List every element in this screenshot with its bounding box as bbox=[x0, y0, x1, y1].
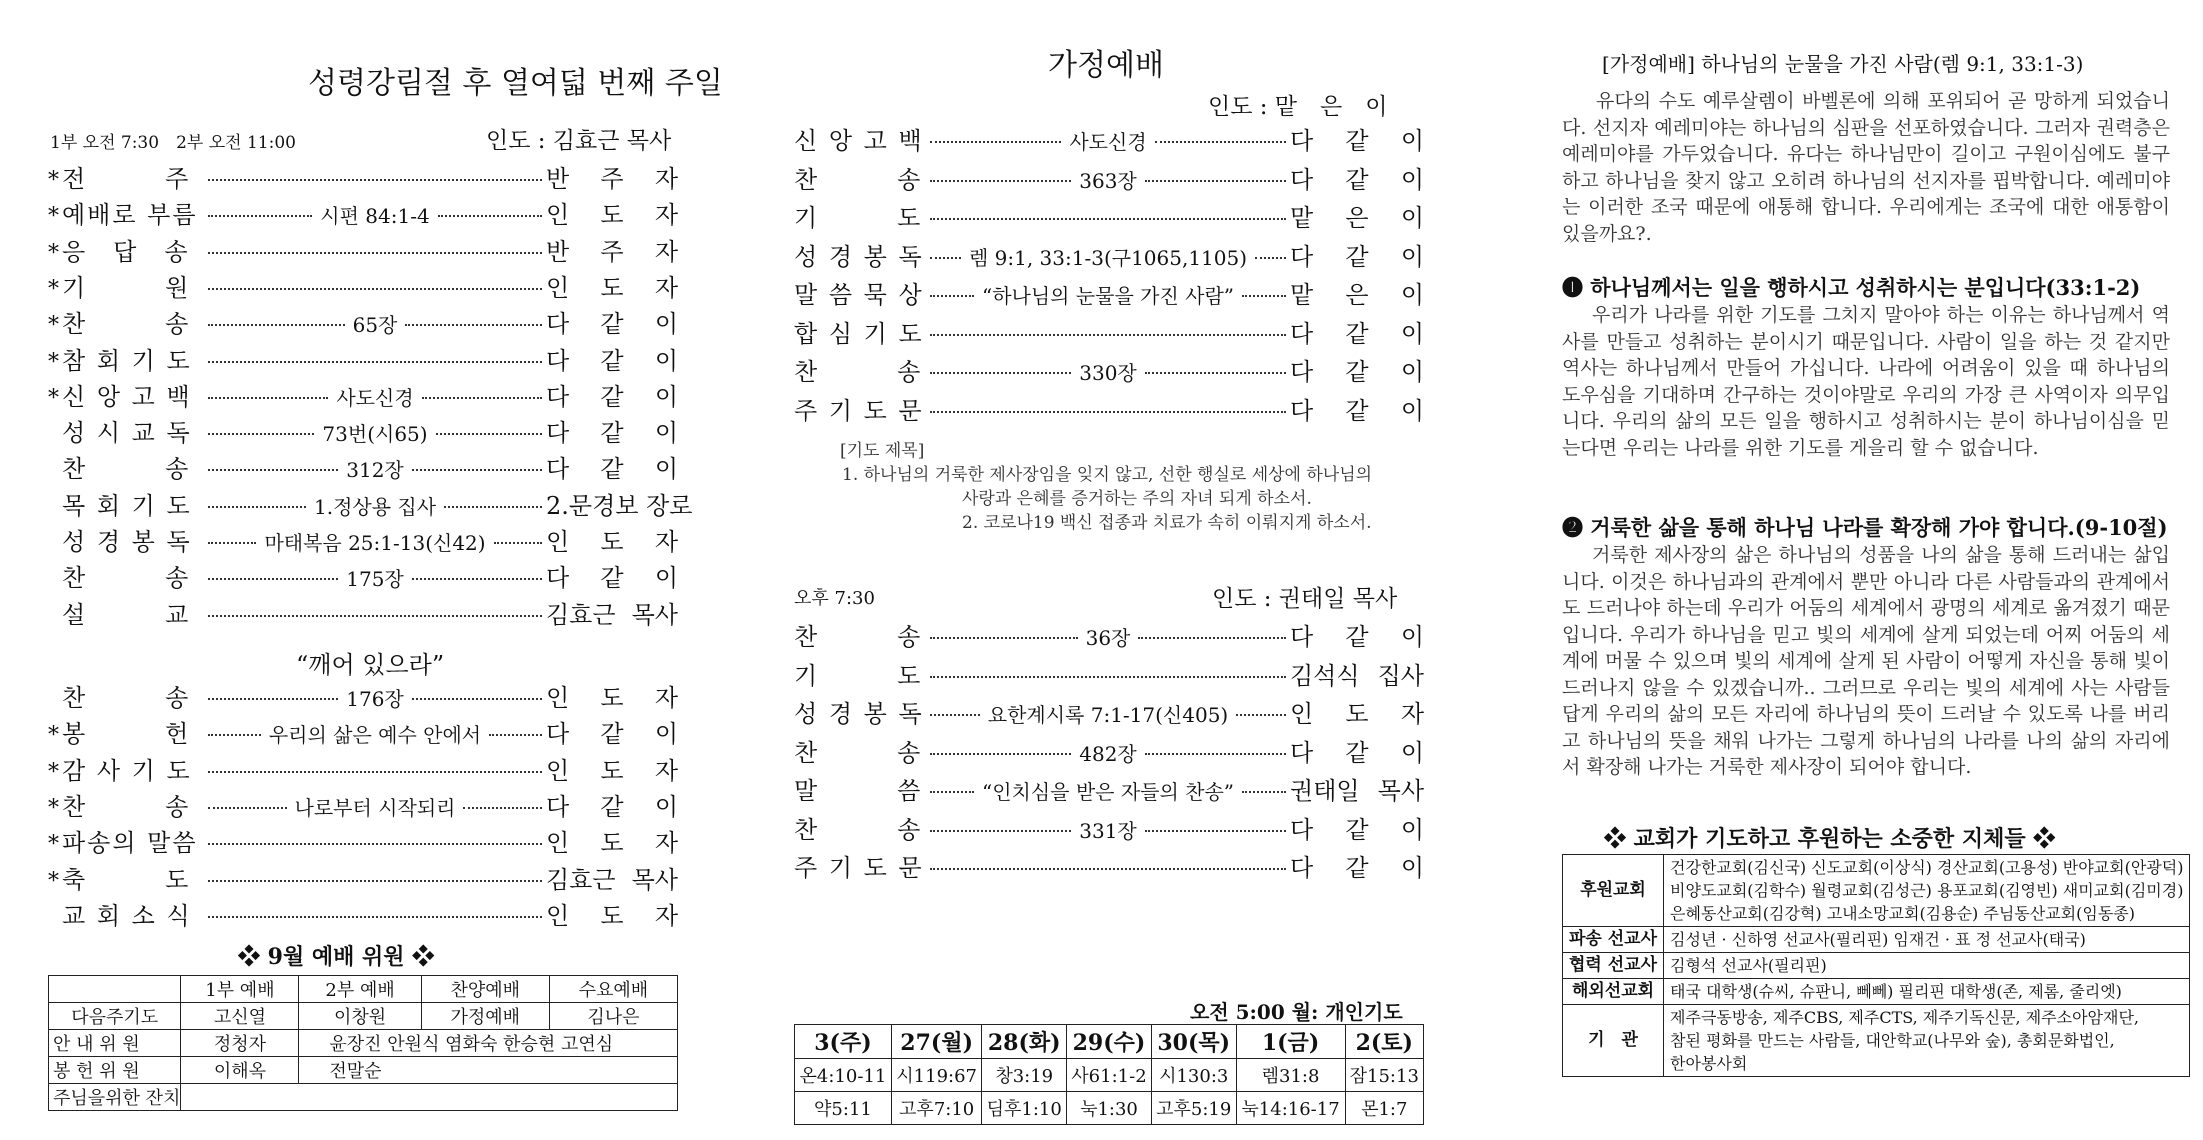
service-row bbox=[48, 235, 678, 269]
leader-dots bbox=[208, 252, 542, 254]
standing-mark: * bbox=[48, 832, 59, 858]
standing-mark: * bbox=[48, 759, 59, 785]
item-person: 인 도 자 bbox=[546, 829, 678, 858]
standing-mark: * bbox=[48, 795, 59, 821]
service-row bbox=[794, 813, 1424, 847]
item-person: 다 같 이 bbox=[1290, 165, 1424, 194]
item-detail: 사도신경 bbox=[336, 385, 414, 410]
leader-dots bbox=[930, 637, 1078, 639]
item-name: 찬 송 bbox=[62, 455, 191, 484]
leader-dots bbox=[208, 542, 256, 544]
support-line: 비양도교회(김학수) 월령교회(김성근) 용포교회(김영빈) 새미교회(김미경) bbox=[1670, 881, 2184, 900]
prayer-topic-2: 2. 코로나19 백신 접종과 치료가 속히 이뤄지게 하소서. bbox=[962, 513, 1372, 533]
item-detail: 요한계시록 7:1-17(신405) bbox=[987, 703, 1229, 727]
leader-dots bbox=[1145, 180, 1286, 182]
leader-dots bbox=[930, 411, 1286, 413]
item-name: 찬 송 bbox=[62, 564, 191, 593]
support-line: 은혜동산교회(김강혁) 고내소망교회(김용순) 주님동산교회(임동종) bbox=[1670, 904, 2135, 923]
committee-header-cell: 수요예배 bbox=[549, 976, 677, 1003]
schedule-verse: 렘31:8 bbox=[1236, 1059, 1345, 1092]
support-line: 건강한교회(김신국) 신도교회(이상식) 경산교회(고용성) 반야교회(안광덕) bbox=[1670, 858, 2184, 877]
leader-dots bbox=[930, 753, 1071, 755]
service-row bbox=[48, 863, 678, 897]
item-person: 인 도 자 bbox=[1290, 700, 1425, 728]
devotion-intro: 유다의 수도 예루살렘이 바벨론에 의해 포위되어 곧 망하게 되었습니다. 선지자 예레미야는 하나님의 심판을 선포하였습니다. 그러자 권력층은 예레미야를 가두었습니다. 유다는 하나님만이 길이고 구원이심에도 불구하고 하나님을 찾지 않고 오히려 하나님의 선지자를 핍박합니다. 예레미야는 이러한 조국 때문에 애통해 합니다. 우리에게는 조국에 대한 애통함이 있을까요?. bbox=[1562, 90, 2170, 245]
committee-cell: 주님을위한 잔치 bbox=[49, 1084, 181, 1111]
sermon-title: “깨어 있으라” bbox=[296, 651, 445, 679]
item-person: 권태일 목사 bbox=[1290, 777, 1425, 805]
item-detail: 176장 bbox=[346, 687, 404, 711]
leader-dots bbox=[208, 615, 542, 617]
item-name: 말 씀 bbox=[794, 777, 923, 805]
service-row bbox=[48, 717, 678, 751]
leader-label: 인도 : 김효근 목사 bbox=[486, 128, 672, 154]
support-line: 태국 대학생(슈씨, 슈판니, 뻬뻬) 필리핀 대학생(존, 제롬, 줄리엣) bbox=[1670, 982, 2122, 1001]
leader-dots bbox=[463, 807, 542, 809]
support-line: 김성년 · 신하영 선교사(필리핀) 임재건 · 표 정 선교사(태국) bbox=[1670, 930, 2086, 949]
support-category: 후원교회 bbox=[1563, 855, 1664, 927]
item-person: 다 같 이 bbox=[546, 310, 678, 339]
service-row bbox=[48, 344, 678, 378]
item-detail: 36장 bbox=[1085, 626, 1131, 650]
item-name: 기 도 bbox=[794, 204, 923, 232]
supported-churches-table bbox=[1562, 854, 2190, 1077]
item-person: 김효근 목사 bbox=[546, 865, 678, 894]
item-person: 맡 은 이 bbox=[1290, 281, 1425, 309]
schedule-verse: 시130:3 bbox=[1151, 1059, 1236, 1092]
service-times: 1부 오전 7:30 2부 오전 11:00 bbox=[50, 133, 296, 153]
family-service-column bbox=[794, 0, 1424, 1140]
leader-dots bbox=[494, 542, 542, 544]
item-name: 성 경 봉 독 bbox=[794, 700, 924, 728]
service-row bbox=[48, 790, 678, 824]
item-detail: 마태복음 25:1-13(신42) bbox=[264, 531, 486, 555]
schedule-day: 27(월) bbox=[891, 1025, 981, 1059]
item-person: 다 같 이 bbox=[546, 346, 678, 375]
leader-dots bbox=[1145, 753, 1286, 755]
item-name: 성 경 봉 독 bbox=[794, 242, 924, 271]
leader-dots bbox=[930, 868, 1286, 870]
committee-header-cell bbox=[49, 976, 181, 1003]
service-row bbox=[48, 899, 678, 933]
item-name: 성 시 교 독 bbox=[62, 419, 192, 448]
item-name: 파송의 말씀 bbox=[62, 829, 198, 858]
schedule-verse: 시119:67 bbox=[891, 1059, 981, 1092]
bible-reading-schedule bbox=[794, 1024, 1424, 1125]
devotion-header: [가정예배] 하나님의 눈물을 가진 사람(렘 9:1, 33:1-3) bbox=[1602, 52, 2084, 76]
leader-dots bbox=[208, 916, 542, 918]
leader-dots bbox=[930, 334, 1286, 336]
item-person: 반 주 자 bbox=[546, 237, 678, 266]
service-row bbox=[48, 525, 678, 559]
leader-dots bbox=[489, 734, 542, 736]
service-row bbox=[794, 355, 1424, 389]
schedule-verse: 딤후1:10 bbox=[982, 1092, 1067, 1125]
schedule-verse: 창3:19 bbox=[982, 1059, 1067, 1092]
leader-dots bbox=[930, 180, 1071, 182]
committee-cell: 가정예배 bbox=[421, 1003, 549, 1030]
prayer-topic-1-cont: 사랑과 은혜를 증거하는 주의 자녀 되게 하소서. bbox=[962, 489, 1312, 509]
leader-dots bbox=[208, 469, 338, 471]
leader-dots bbox=[208, 288, 542, 290]
service-row bbox=[794, 124, 1424, 158]
item-person: 다 같 이 bbox=[546, 564, 678, 593]
item-name: 찬 송 bbox=[62, 792, 191, 821]
item-detail: 1.정상용 집사 bbox=[313, 494, 437, 519]
leader-dots bbox=[1145, 830, 1286, 832]
leader-dots bbox=[208, 433, 314, 435]
service-row bbox=[794, 317, 1424, 351]
service-row bbox=[48, 271, 678, 305]
service-row bbox=[48, 561, 678, 595]
item-detail: “인치심을 받은 자들의 찬송” bbox=[981, 780, 1235, 804]
committee-header-cell: 2부 예배 bbox=[299, 976, 421, 1003]
item-name: 합 심 기 도 bbox=[794, 319, 924, 348]
committee-cell: 정청자 bbox=[181, 1030, 299, 1057]
item-detail: 65장 bbox=[352, 313, 398, 338]
leader-dots bbox=[930, 791, 974, 793]
leader-dots bbox=[1236, 714, 1286, 716]
item-person: 다 같 이 bbox=[546, 720, 678, 749]
standing-mark: * bbox=[48, 349, 59, 375]
item-name: 응 답 송 bbox=[62, 237, 190, 266]
item-name: 축 도 bbox=[62, 865, 191, 894]
service-row bbox=[48, 489, 693, 523]
service-row bbox=[48, 162, 678, 196]
item-person: 김석식 집사 bbox=[1290, 661, 1424, 690]
item-name: 찬 송 bbox=[794, 815, 923, 844]
leader-dots bbox=[436, 433, 542, 435]
support-category: 협력 선교사 bbox=[1563, 953, 1664, 979]
schedule-day: 1(금) bbox=[1236, 1025, 1345, 1059]
leader-dots bbox=[208, 578, 338, 580]
committee-cell: 윤장진 안원식 염화숙 한승현 고연심 bbox=[299, 1030, 678, 1057]
standing-mark: * bbox=[48, 868, 59, 894]
schedule-verse: 온4:10-11 bbox=[795, 1059, 892, 1092]
committee-title: ❖ 9월 예배 위원 ❖ bbox=[238, 944, 435, 970]
committee-cell: 이해옥 bbox=[181, 1057, 299, 1084]
point2-body: 거룩한 제사장의 삶은 하나님의 성품을 나의 삶을 통해 드러내는 삶입니다. 이것은 하나님과의 관계에서 뿐만 아니라 다른 사람들과의 관계에서도 드러나야 하는데 우리가 어둠의 세계에서 광명의 세계로 옮겨졌기 때문입니다. 우리가 하나님을 믿고 빛의 세계에 살게 되었는데 어찌 어둠의 세계에 머물 수 있으며 빛의 세계에 살게 된 사람이 어떻게 자신을 통해 빛이 드러나지 않을 수 있겠습니까.. 그러므로 우리는 빛의 세계에 사는 사람들답게 우리의 삶의 모든 자리에 하나님의 뜻이 드러날 수 있도록 나를 버리고 하나님의 뜻을 채워 나가는 그렇게 하나님의 나라를 나의 삶의 자리에서 확장해 나가는 거룩한 제사장이 되어야 합니다. bbox=[1562, 544, 2170, 778]
page-title: 성령강림절 후 열여덟 번째 주일 bbox=[308, 66, 723, 101]
item-name: 설 교 bbox=[62, 600, 191, 629]
item-person: 다 같 이 bbox=[1290, 358, 1424, 386]
evening-leader-label: 인도 : 권태일 목사 bbox=[1212, 586, 1398, 612]
item-name: 봉 헌 bbox=[62, 720, 191, 749]
committee-cell: 전말순 bbox=[299, 1057, 678, 1084]
item-name: 주 기 도 문 bbox=[794, 854, 924, 882]
item-person: 김효근 목사 bbox=[546, 600, 678, 629]
service-row bbox=[794, 394, 1424, 428]
item-person: 인 도 자 bbox=[546, 684, 678, 712]
service-row bbox=[48, 416, 678, 450]
service-row bbox=[48, 754, 678, 788]
item-name: 찬 송 bbox=[62, 684, 191, 712]
standing-mark: * bbox=[48, 723, 59, 749]
leader-dots bbox=[208, 324, 345, 326]
service-row bbox=[794, 736, 1424, 770]
item-person: 다 같 이 bbox=[546, 382, 678, 411]
leader-dots bbox=[412, 469, 542, 471]
support-line: 김형석 선교사(필리핀) bbox=[1670, 956, 1827, 975]
leader-dots bbox=[444, 506, 542, 508]
evening-service-time: 오후 7:30 bbox=[794, 588, 875, 609]
item-name: 전 주 bbox=[62, 165, 191, 193]
item-person: 인 도 자 bbox=[546, 756, 678, 785]
standing-mark: * bbox=[48, 276, 59, 302]
schedule-day: 30(목) bbox=[1151, 1025, 1236, 1059]
schedule-day: 28(화) bbox=[982, 1025, 1067, 1059]
standing-mark: * bbox=[48, 204, 59, 230]
leader-dots bbox=[930, 372, 1071, 374]
leader-dots bbox=[930, 714, 980, 716]
leader-dots bbox=[208, 843, 542, 845]
item-person: 다 같 이 bbox=[546, 455, 678, 484]
item-person: 인 도 자 bbox=[546, 201, 678, 230]
leader-dots bbox=[208, 506, 306, 508]
item-detail: 312장 bbox=[346, 458, 404, 483]
committee-header-cell: 1부 예배 bbox=[181, 976, 299, 1003]
devotion-column bbox=[1562, 0, 2184, 1140]
schedule-verse: 잠15:13 bbox=[1345, 1059, 1423, 1092]
service-row bbox=[48, 380, 678, 414]
item-name: 참 회 기 도 bbox=[62, 346, 192, 375]
service-row bbox=[794, 697, 1424, 731]
leader-dots bbox=[930, 141, 1061, 143]
item-detail: 렘 9:1, 33:1-3(구1065,1105) bbox=[968, 245, 1248, 270]
item-person: 다 같 이 bbox=[1290, 242, 1424, 271]
prayer-topic-1: 1. 하나님의 거룩한 제사장임을 잊지 않고, 선한 행실로 세상에 하나님의 bbox=[842, 465, 1373, 485]
item-person: 다 같 이 bbox=[1290, 319, 1424, 348]
item-name: 찬 송 bbox=[794, 358, 923, 386]
item-detail: 482장 bbox=[1079, 741, 1137, 766]
service-row bbox=[794, 240, 1424, 274]
dawn-prayer-caption: 오전 5:00 월: 개인기도 bbox=[1190, 1000, 1403, 1024]
committee-cell: 이창원 bbox=[299, 1003, 421, 1030]
standing-mark: * bbox=[48, 385, 59, 411]
leader-dots bbox=[208, 361, 542, 363]
schedule-verse: 고후7:10 bbox=[891, 1092, 981, 1125]
item-person: 맡 은 이 bbox=[1290, 204, 1424, 232]
item-detail: “하나님의 눈물을 가진 사람” bbox=[981, 284, 1235, 308]
service-row bbox=[48, 681, 678, 715]
item-name: 찬 송 bbox=[794, 738, 923, 767]
item-name: 기 원 bbox=[62, 273, 191, 302]
schedule-verse: 눅1:30 bbox=[1067, 1092, 1152, 1125]
service-row bbox=[794, 163, 1424, 197]
item-detail: 나로부터 시작되리 bbox=[294, 795, 456, 820]
support-line: 참된 평화를 만드는 사람들, 대안학교(나무와 숲), 총회문화법인, bbox=[1670, 1031, 2115, 1050]
standing-mark: * bbox=[48, 313, 59, 339]
service-row bbox=[794, 201, 1424, 235]
service-row bbox=[794, 774, 1424, 808]
schedule-verse: 몬1:7 bbox=[1345, 1092, 1423, 1125]
service-row bbox=[794, 620, 1424, 654]
leader-dots bbox=[422, 397, 542, 399]
leader-dots bbox=[930, 218, 1286, 220]
leader-dots bbox=[208, 880, 542, 882]
leader-dots bbox=[208, 771, 542, 773]
item-person: 다 같 이 bbox=[546, 419, 678, 448]
standing-mark: * bbox=[48, 240, 59, 266]
committee-cell: 다음주기도 bbox=[49, 1003, 181, 1030]
schedule-day: 29(수) bbox=[1067, 1025, 1152, 1059]
schedule-verse: 약5:11 bbox=[795, 1092, 892, 1125]
leader-dots bbox=[1242, 295, 1286, 297]
leader-dots bbox=[208, 215, 312, 217]
service-row bbox=[48, 307, 678, 341]
prayer-topics-label: [기도 제목] bbox=[840, 441, 925, 461]
item-detail: 330장 bbox=[1079, 361, 1137, 385]
item-person: 다 같 이 bbox=[546, 792, 679, 821]
item-name: 찬 송 bbox=[794, 165, 923, 194]
point1-body: 우리가 나라를 위한 기도를 그치지 말아야 하는 이유는 하나님께서 역사를 만들고 성취하는 분이시기 때문입니다. 사람이 일을 하는 것 같지만 역사는 하나님께서 만들어 가십니다. 나라에 어려움이 있을 때 하나님의 도우심을 기대하며 간구하는 것이야말로 우리의 가장 큰 사역이자 의무입니다. 우리의 삶의 모든 일을 행하시고 성취하시는 분이 하나님이심을 믿는다면 우리는 나라를 위한 기도를 게을리 할 수 없습니다. bbox=[1562, 304, 2170, 459]
item-person: 다 같 이 bbox=[1290, 738, 1424, 767]
item-person: 인 도 자 bbox=[546, 273, 678, 302]
item-person: 2.문경보 장로 bbox=[546, 491, 693, 520]
item-name: 주 기 도 문 bbox=[794, 396, 924, 425]
item-name: 신 앙 고 백 bbox=[62, 382, 192, 411]
item-name: 기 도 bbox=[794, 661, 923, 690]
leader-dots bbox=[208, 179, 542, 181]
standing-mark: * bbox=[48, 168, 59, 193]
service-row bbox=[794, 851, 1424, 885]
item-detail: 363장 bbox=[1079, 168, 1137, 193]
leader-dots bbox=[1242, 791, 1286, 793]
item-name: 감 사 기 도 bbox=[62, 756, 192, 785]
item-detail: 사도신경 bbox=[1069, 130, 1147, 154]
committee-header-cell: 찬양예배 bbox=[421, 976, 549, 1003]
item-detail: 시편 84:1-4 bbox=[320, 204, 430, 229]
leader-dots bbox=[1145, 372, 1286, 374]
item-name: 말 씀 묵 상 bbox=[794, 281, 924, 309]
item-person: 다 같 이 bbox=[1290, 854, 1424, 882]
item-person: 반 주 자 bbox=[546, 165, 678, 193]
committee-cell: 봉 헌 위 원 bbox=[49, 1057, 181, 1084]
item-person: 다 같 이 bbox=[1290, 815, 1424, 844]
schedule-verse: 눅14:16-17 bbox=[1236, 1092, 1345, 1125]
committee-cell: 김나은 bbox=[549, 1003, 677, 1030]
item-person: 인 도 자 bbox=[546, 528, 679, 556]
leader-dots bbox=[438, 215, 542, 217]
family-service-title: 가정예배 bbox=[1048, 48, 1164, 83]
item-name: 찬 송 bbox=[62, 310, 191, 339]
service-row bbox=[48, 198, 678, 232]
item-detail: 175장 bbox=[346, 567, 404, 592]
support-title: ❖ 교회가 기도하고 후원하는 소중한 지체들 ❖ bbox=[1604, 826, 2056, 852]
point1-title: ❶ 하나님께서는 일을 행하시고 성취하시는 분입니다(33:1-2) bbox=[1562, 275, 2141, 300]
leader-dots bbox=[1255, 257, 1286, 259]
service-row bbox=[794, 278, 1424, 312]
service-row bbox=[794, 659, 1424, 693]
committee-table bbox=[48, 975, 678, 1111]
item-name: 신 앙 고 백 bbox=[794, 127, 924, 155]
item-person: 다 같 이 bbox=[1290, 127, 1424, 155]
service-row bbox=[48, 826, 678, 860]
item-name: 목 회 기 도 bbox=[62, 491, 192, 520]
support-category: 파송 선교사 bbox=[1563, 927, 1664, 953]
item-person: 다 같 이 bbox=[1290, 623, 1424, 651]
leader-dots bbox=[412, 698, 542, 700]
item-name: 예배로 부름 bbox=[62, 201, 198, 230]
support-line: 제주극동방송, 제주CBS, 제주CTS, 제주기독신문, 제주소아암재단, bbox=[1670, 1008, 2139, 1027]
committee-cell: 고신열 bbox=[181, 1003, 299, 1030]
schedule-day: 3(주) bbox=[795, 1025, 892, 1059]
schedule-verse: 고후5:19 bbox=[1151, 1092, 1236, 1125]
support-category: 해외선교회 bbox=[1563, 979, 1664, 1005]
leader-dots bbox=[208, 734, 261, 736]
leader-dots bbox=[405, 324, 542, 326]
leader-dots bbox=[412, 578, 542, 580]
leader-dots bbox=[208, 397, 328, 399]
leader-dots bbox=[930, 295, 974, 297]
leader-dots bbox=[208, 698, 338, 700]
leader-dots bbox=[1155, 141, 1286, 143]
support-line: 한아봉사회 bbox=[1670, 1054, 1748, 1073]
item-detail: 331장 bbox=[1079, 818, 1137, 843]
leader-dots bbox=[930, 830, 1071, 832]
leader-dots bbox=[208, 807, 287, 809]
item-name: 성 경 봉 독 bbox=[62, 528, 192, 556]
schedule-day: 2(토) bbox=[1345, 1025, 1423, 1059]
support-category: 기 관 bbox=[1563, 1005, 1664, 1077]
schedule-verse: 사61:1-2 bbox=[1067, 1059, 1152, 1092]
item-detail: 우리의 삶은 예수 안에서 bbox=[268, 723, 482, 748]
item-detail: 73번(시65) bbox=[322, 422, 428, 447]
committee-cell: 안 내 위 원 bbox=[49, 1030, 181, 1057]
committee-cell bbox=[181, 1084, 678, 1111]
item-name: 찬 송 bbox=[794, 623, 923, 651]
family-leader-label: 인도 : 맡 은 이 bbox=[1208, 94, 1388, 120]
leader-dots bbox=[930, 676, 1286, 678]
item-name: 교 회 소 식 bbox=[62, 901, 192, 930]
item-person: 다 같 이 bbox=[1290, 396, 1424, 425]
point2-title: ❷ 거룩한 삶을 통해 하나님 나라를 확장해 가야 합니다.(9-10절) bbox=[1562, 515, 2168, 540]
service-row bbox=[48, 452, 678, 486]
item-person: 인 도 자 bbox=[546, 901, 678, 930]
sunday-service-column bbox=[48, 0, 723, 1140]
leader-dots bbox=[930, 257, 961, 259]
service-row bbox=[48, 598, 678, 632]
leader-dots bbox=[1138, 637, 1286, 639]
